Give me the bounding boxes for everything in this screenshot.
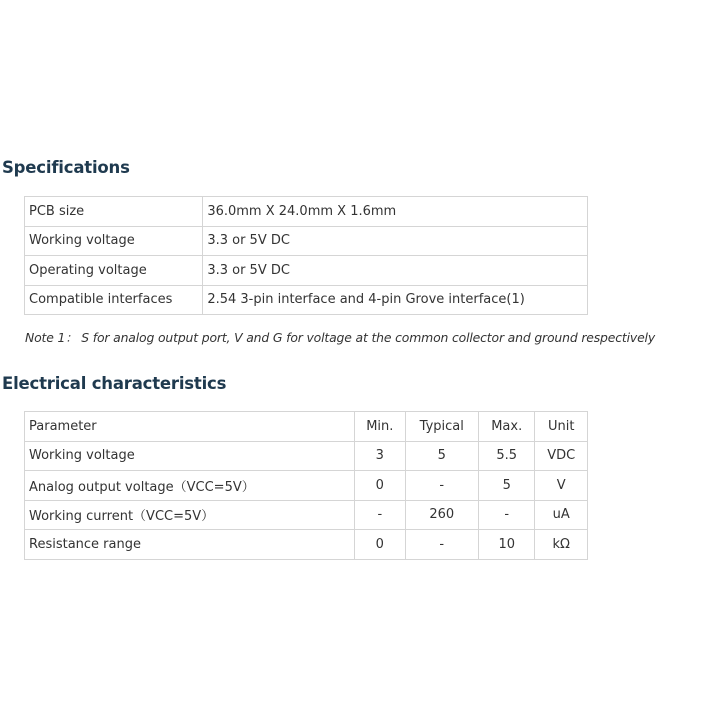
max-cell: 5.5 [478, 441, 534, 471]
min-cell: 0 [355, 471, 406, 501]
specifications-table [24, 196, 588, 315]
electrical-characteristics-heading: Electrical characteristics [2, 374, 227, 393]
spec-label: Working voltage [25, 226, 203, 256]
column-header-min: Min. [355, 412, 406, 442]
typical-cell: - [405, 471, 478, 501]
typical-cell: 260 [405, 500, 478, 530]
typical-cell: 5 [405, 441, 478, 471]
table-row [25, 471, 588, 501]
column-header-unit: Unit [535, 412, 588, 442]
unit-cell: uA [535, 500, 588, 530]
column-header-parameter: Parameter [25, 412, 355, 442]
footnote: Note 1： S for analog output port, V and G for voltage at the common collector and ground respectively [25, 330, 656, 345]
specifications-heading: Specifications [2, 158, 130, 177]
min-cell: - [355, 500, 406, 530]
table-header-row [25, 412, 588, 442]
parameter-cell: Resistance range [25, 530, 355, 560]
min-cell: 3 [355, 441, 406, 471]
unit-cell: VDC [535, 441, 588, 471]
spec-value: 36.0mm X 24.0mm X 1.6mm [203, 197, 588, 227]
spec-label: Compatible interfaces [25, 285, 203, 315]
spec-label: Operating voltage [25, 256, 203, 286]
table-row [25, 256, 588, 286]
parameter-cell: Working voltage [25, 441, 355, 471]
min-cell: 0 [355, 530, 406, 560]
table-row [25, 500, 588, 530]
spec-value: 3.3 or 5V DC [203, 256, 588, 286]
unit-cell: V [535, 471, 588, 501]
spec-value: 3.3 or 5V DC [203, 226, 588, 256]
electrical-characteristics-table [24, 411, 588, 560]
parameter-cell: Working current（VCC=5V） [25, 500, 355, 530]
table-row [25, 441, 588, 471]
max-cell: 5 [478, 471, 534, 501]
max-cell: - [478, 500, 534, 530]
typical-cell: - [405, 530, 478, 560]
unit-cell: kΩ [535, 530, 588, 560]
table-row [25, 226, 588, 256]
parameter-cell: Analog output voltage（VCC=5V） [25, 471, 355, 501]
column-header-max: Max. [478, 412, 534, 442]
table-row [25, 285, 588, 315]
table-row [25, 530, 588, 560]
spec-value: 2.54 3-pin interface and 4-pin Grove interface(1) [203, 285, 588, 315]
table-row [25, 197, 588, 227]
max-cell: 10 [478, 530, 534, 560]
column-header-typical: Typical [405, 412, 478, 442]
spec-label: PCB size [25, 197, 203, 227]
